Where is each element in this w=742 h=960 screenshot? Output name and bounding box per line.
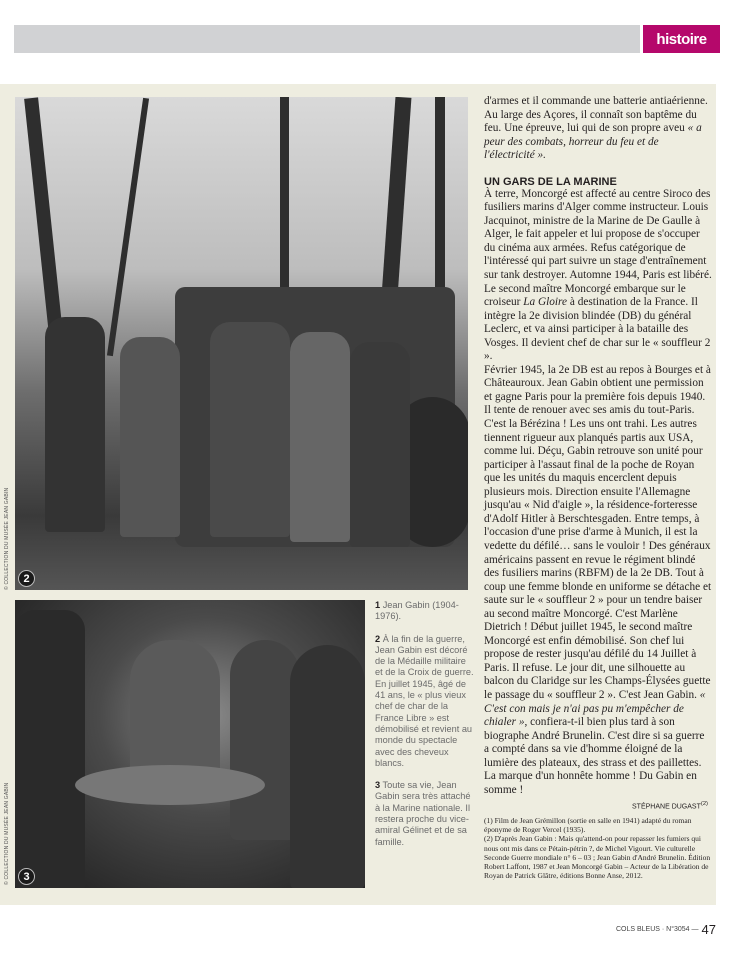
photo-card-game [15,600,365,888]
author-signature: STÉPHANE DUGAST$^{(2)}$ [632,801,708,811]
footnote: (1) Film de Jean Grémillon (sortie en salle en 1941) adapté du roman éponyme de Roger Vercel (1935). [484,816,692,835]
paragraph: Février 1945, la 2e DB est au repos à Bourges et à Châteauroux. Jean Gabin obtient une permission et gagne Paris pour la première fois depuis 1940. Il tente de renouer avec ses amis du tout-Paris. C'est la Bérézina ! Les uns ont trahi. Les autres tiennent rigueur aux planqués partis aux USA, comme lui. Déçu, Gabin retrouve son unité pour participer à l'assaut final de la poche de Royan que les unités du maquis encerclent depuis plusieurs mois. Direction ensuite l'Allemagne jusqu'au « Nid d'aigle », la résidence-forteresse d'Adolf Hitler à Berschtesgaden. Entre temps, à l'occasion d'une prise d'arme à Munich, il est la vedette du défilé… sans le vouloir ! Des généraux américains passent en revue le régiment blindé des fusiliers marins (RBFM) de la 2e DB. Tout à coup une femme blonde en uniforme se détache et saute sur le « souffleur 2 » pour un tendre baiser au second maître Moncorgé. C'est Marlène Dietrich ! Début juillet 1945, le second maître Moncorgé est enfin démobilisé. Son chef lui propose de rester jusqu'au défilé du 14 Juillet à Paris. Il refuse. Le jour dit, une silhouette au balcon du Claridge sur les Champs-Élysées guette le passage du « souffleur 2 ». C'est Jean Gabin. « C'est con mais je n'ai pas pu m'empêcher de chialer », confiera-t-il bien plus tard à son biographe André Brunelin. C'est dire si sa guerre a compté dans sa vie d'homme éloigné de la lumière des plateaux, des strass et des paillettes. La marque d'un honnête homme ! Du Gabin en somme ! [484,363,712,796]
photo-soldiers-tank [15,97,468,590]
photo-number-badge: 2 [18,570,35,587]
article-body [484,95,712,811]
photo-credit: © COLLECTION DU MUSÉE JEAN GABIN [4,782,10,885]
publication-name: COLS BLEUS · N°3054 — [615,926,699,933]
caption-2: 2 À la fin de la guerre, Jean Gabin est décoré de la Médaille militaire et de la Croix de guerre. En juillet 1945, âgé de 41 ans, le « plus vieux chef de char de la France Libre » est démobilisé et revient au monde du spectacle avec des cheveux blancs. [375,633,474,768]
header-bar [14,25,640,53]
caption-3: 3 Toute sa vie, Jean Gabin sera très attaché à la Marine nationale. Il restera proche du vice-amiral Gélinet et de sa famille. [375,780,471,847]
section-tag: histoire [643,25,720,53]
page-footer [616,922,716,937]
photo-credit: © COLLECTION DU MUSÉE JEAN GABIN [4,487,10,590]
page-number: 47 [701,922,716,937]
caption-1: 1 Jean Gabin (1904-1976). [375,600,459,622]
subheading: UN GARS DE LA MARINE [484,175,617,188]
photo-number-badge: 3 [18,868,35,885]
photo-captions [375,600,475,859]
footnote: (2) D'après Jean Gabin : Mais qu'attend-on pour repasser les fumiers qui nous ont mis dans ce Pétain-pétrin ?, de Michel Vigourt. Vie culturelle Seconde Guerre mondiale n° 6 – 03 ; Jean Gabin d'André Brunelin. Édition Robert Laffont, 1987 et Jean Moncorgé Gabin – Acteur de la Libération de Royan de Patrick Glâtre, éditions Bonne Anse, 2012. [484,834,711,881]
paragraph: d'armes et il commande une batterie antiaérienne. Au large des Açores, il connaît son baptême du feu. Une épreuve, lui qui de son propre aveu « a peur des combats, horreur du feu et de l'électricité ». [484,95,708,162]
footnotes [484,816,712,880]
paragraph: À terre, Moncorgé est affecté au centre Siroco des fusiliers marins d'Alger comme instructeur. Louis Jacquinot, ministre de la Marine de De Gaulle à Alger, le fait appeler et lui propose de s'occuper du cinéma aux armées. Refus catégorique de l'intéressé qui part suivre un stage d'entraînement sur tank destroyer. Automne 1944, Paris est libéré. Le second maître Moncorgé embarque sur le croiseur La Gloire à destination de la France. Il intègre la 2e division blindée (DB) du général Leclerc, et va ainsi participer à la bataille des Vosges. Il devient chef de char sur le « souffleur 2 ». [484,187,712,363]
